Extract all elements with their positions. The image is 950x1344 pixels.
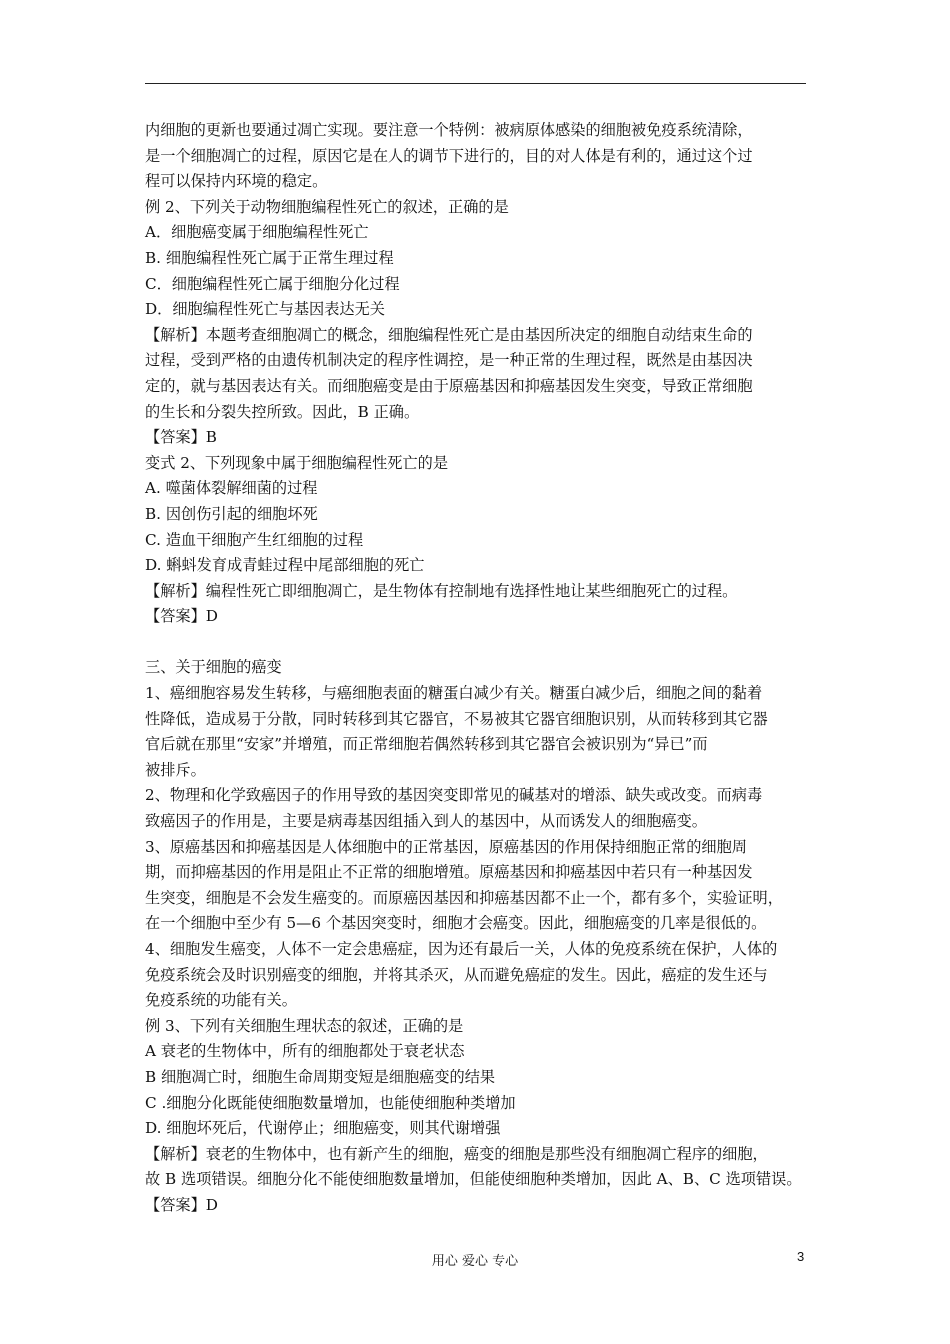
text-line: C．细胞编程性死亡属于细胞分化过程 xyxy=(145,274,400,293)
text-line: 期，而抑癌基因的作用是阻止不正常的细胞增殖。原癌基因和抑癌基因中若只有一种基因发 xyxy=(145,863,753,882)
text-line: D．细胞编程性死亡与基因表达无关 xyxy=(145,300,385,319)
text-line: 生突变，细胞是不会发生癌变的。而原癌因基因和抑癌基因都不止一个，都有多个，实验证明， xyxy=(145,888,783,907)
text-line: A. 噬菌体裂解细菌的过程 xyxy=(145,479,318,498)
text-line: 2、物理和化学致癌因子的作用导致的基因突变即常见的碱基对的增添、缺失或改变。而病毒 xyxy=(145,786,763,805)
text-line: 性降低，造成易于分散，同时转移到其它器官，不易被其它器官细胞识别，从而转移到其它器 xyxy=(145,709,768,728)
text-line: 免疫系统的功能有关。 xyxy=(145,991,297,1010)
text-line: 免疫系统会及时识别癌变的细胞，并将其杀灭，从而避免癌症的发生。因此，癌症的发生还与 xyxy=(145,965,768,984)
text-line: A 衰老的生物体中，所有的细胞都处于衰老状态 xyxy=(145,1042,465,1061)
text-line: C .细胞分化既能使细胞数量增加，也能使细胞种类增加 xyxy=(145,1093,516,1112)
text-line: 【解析】编程性死亡即细胞凋亡，是生物体有控制地有选择性地让某些细胞死亡的过程。 xyxy=(145,581,738,600)
blank-line xyxy=(145,630,810,656)
text-line: 变式 2、下列现象中属于细胞编程性死亡的是 xyxy=(145,453,449,472)
page-number: 3 xyxy=(797,1249,805,1264)
text-line: B 细胞凋亡时，细胞生命周期变短是细胞癌变的结果 xyxy=(145,1067,496,1086)
text-line: 三、关于细胞的癌变 xyxy=(145,658,282,677)
text-line: D. 细胞坏死后，代谢停止；细胞癌变，则其代谢增强 xyxy=(145,1119,501,1138)
text-line: 故 B 选项错误。细胞分化不能使细胞数量增加，但能使细胞种类增加，因此 A、B、C 选项错误。 xyxy=(145,1170,802,1189)
document-body xyxy=(145,118,810,1219)
text-line: 程可以保持内环境的稳定。 xyxy=(145,172,328,191)
text-line: A．细胞癌变属于细胞编程性死亡 xyxy=(145,223,369,242)
text-line: 致癌因子的作用是，主要是病毒基因组插入到人的基因中，从而诱发人的细胞癌变。 xyxy=(145,812,707,831)
text-line: 【答案】D xyxy=(145,607,218,626)
text-line: 例 3、下列有关细胞生理状态的叙述，正确的是 xyxy=(145,1016,464,1035)
text-line: 定的，就与基因表达有关。而细胞癌变是由于原癌基因和抑癌基因发生突变，导致正常细胞 xyxy=(145,376,753,395)
text-line: 【解析】衰老的生物体中，也有新产生的细胞，癌变的细胞是那些没有细胞凋亡程序的细胞， xyxy=(145,1144,768,1163)
text-line: 在一个细胞中至少有 5—6 个基因突变时，细胞才会癌变。因此，细胞癌变的几率是很低的。 xyxy=(145,914,767,933)
text-line: D. 蝌蚪发育成青蛙过程中尾部细胞的死亡 xyxy=(145,556,425,575)
text-line: 3、原癌基因和抑癌基因是人体细胞中的正常基因，原癌基因的作用保持细胞正常的细胞周 xyxy=(145,837,747,856)
text-line: 官后就在那里“安家”并增殖，而正常细胞若偶然转移到其它器官会被识别为“异已”而 xyxy=(145,735,708,754)
text-line: 【答案】B xyxy=(145,428,217,447)
text-line: B. 因创伤引起的细胞坏死 xyxy=(145,504,318,523)
text-line: 例 2、下列关于动物细胞编程性死亡的叙述，正确的是 xyxy=(145,197,509,216)
text-line: 4、细胞发生癌变，人体不一定会患癌症，因为还有最后一关，人体的免疫系统在保护，人体的 xyxy=(145,940,778,958)
page-footer: 用心 爱心 专心 xyxy=(431,1254,519,1269)
text-line: 过程，受到严格的由遗传机制决定的程序性调控，是一种正常的生理过程，既然是由基因决 xyxy=(145,351,753,370)
text-line: 内细胞的更新也要通过凋亡实现。要注意一个特例：被病原体感染的细胞被免疫系统清除， xyxy=(145,121,753,139)
header-rule xyxy=(145,83,806,84)
text-line: 是一个细胞凋亡的过程，原因它是在人的调节下进行的，目的对人体是有利的，通过这个过 xyxy=(145,146,753,165)
text-line: 的生长和分裂失控所致。因此，B 正确。 xyxy=(145,402,420,421)
text-line: 1、癌细胞容易发生转移，与癌细胞表面的糖蛋白减少有关。糖蛋白减少后，细胞之间的黏着 xyxy=(145,684,763,703)
text-line: C. 造血干细胞产生红细胞的过程 xyxy=(145,530,364,549)
text-line: 被排斥。 xyxy=(145,760,206,779)
text-line: 【解析】本题考查细胞凋亡的概念，细胞编程性死亡是由基因所决定的细胞自动结束生命的 xyxy=(145,325,753,344)
text-line: B. 细胞编程性死亡属于正常生理过程 xyxy=(145,248,394,267)
text-line: 【答案】D xyxy=(145,1195,218,1214)
